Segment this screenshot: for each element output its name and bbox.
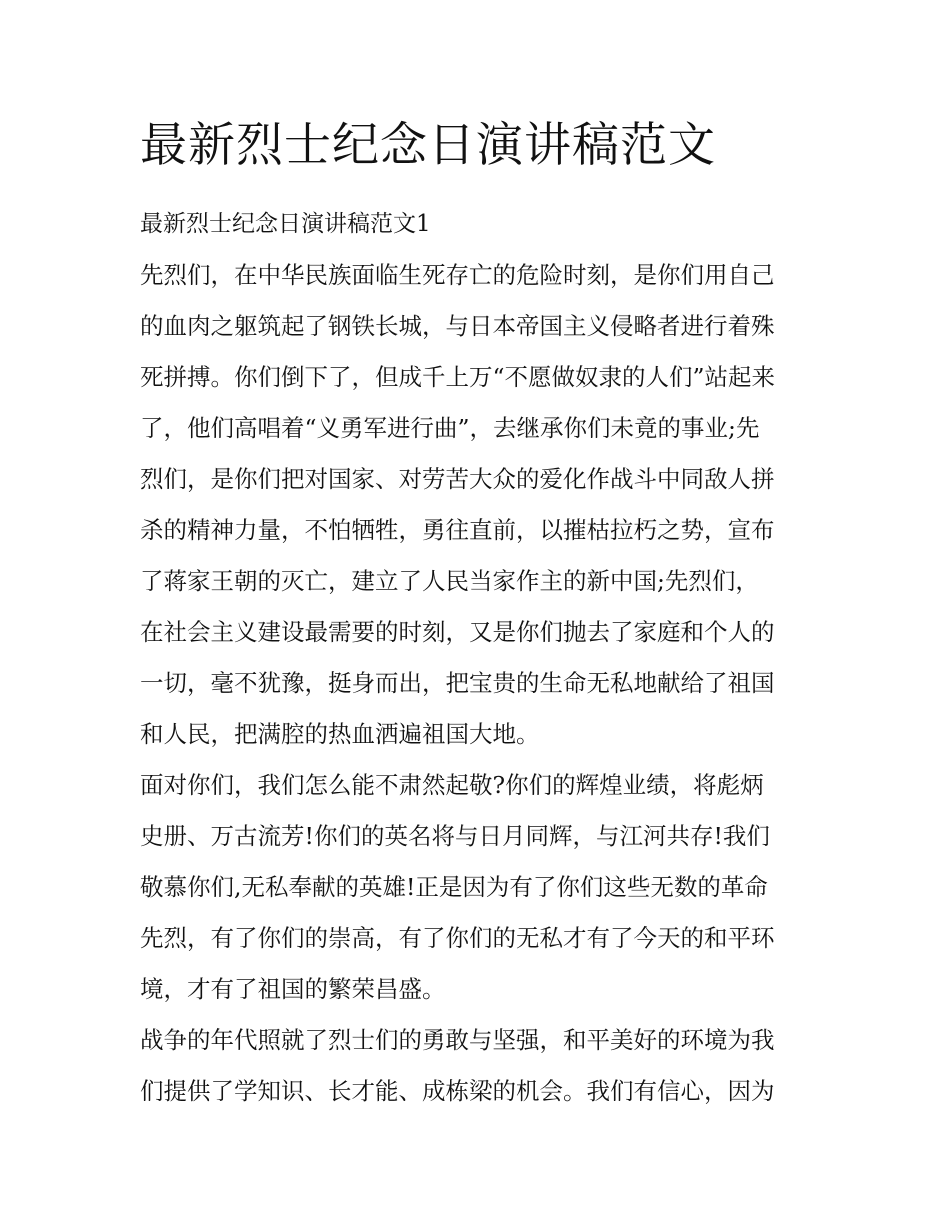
- document-subtitle: 最新烈士纪念日演讲稿范文1: [140, 211, 431, 237]
- text-line: 了蒋家王朝的灭亡，建立了人民当家作主的新中国;先烈们，: [140, 567, 759, 595]
- text-line: 了，他们高唱着“义勇军进行曲”，去继承你们未竟的事业;先: [140, 414, 760, 442]
- text-line: 面对你们，我们怎么能不肃然起敬?你们的辉煌业绩，将彪炳: [140, 771, 764, 799]
- text-line: 一切，毫不犹豫，挺身而出，把宝贵的生命无私地献给了祖国: [140, 669, 775, 697]
- text-line: 在社会主义建设最需要的时刻，又是你们抛去了家庭和个人的: [140, 618, 775, 646]
- text-line: 史册、万古流芳!你们的英名将与日月同辉，与江河共存!我们: [140, 822, 770, 850]
- document-title: 最新烈士纪念日演讲稿范文: [140, 118, 716, 173]
- text-line: 敬慕你们,无私奉献的英雄!正是因为有了你们这些无数的革命: [140, 873, 768, 901]
- text-line: 的血肉之躯筑起了钢铁长城，与日本帝国主义侵略者进行着殊: [140, 312, 775, 340]
- text-line: 死拼搏。你们倒下了，但成千上万“不愿做奴隶的人们”站起来: [140, 363, 776, 391]
- text-line: 战争的年代照就了烈士们的勇敢与坚强，和平美好的环境为我: [140, 1026, 775, 1054]
- text-line: 烈们，是你们把对国家、对劳苦大众的爱化作战斗中同敌人拼: [140, 465, 775, 493]
- text-line: 先烈，有了你们的崇高，有了你们的无私才有了今天的和平环: [140, 924, 775, 952]
- text-line: 们提供了学知识、长才能、成栋梁的机会。我们有信心，因为: [140, 1077, 775, 1105]
- text-line: 先烈们，在中华民族面临生死存亡的危险时刻，是你们用自己: [140, 261, 775, 289]
- text-line: 和人民，把满腔的热血洒遍祖国大地。: [140, 720, 540, 748]
- text-line: 境，才有了祖国的繁荣昌盛。: [140, 975, 446, 1003]
- text-line: 杀的精神力量，不怕牺牲，勇往直前，以摧枯拉朽之势，宣布: [140, 516, 775, 544]
